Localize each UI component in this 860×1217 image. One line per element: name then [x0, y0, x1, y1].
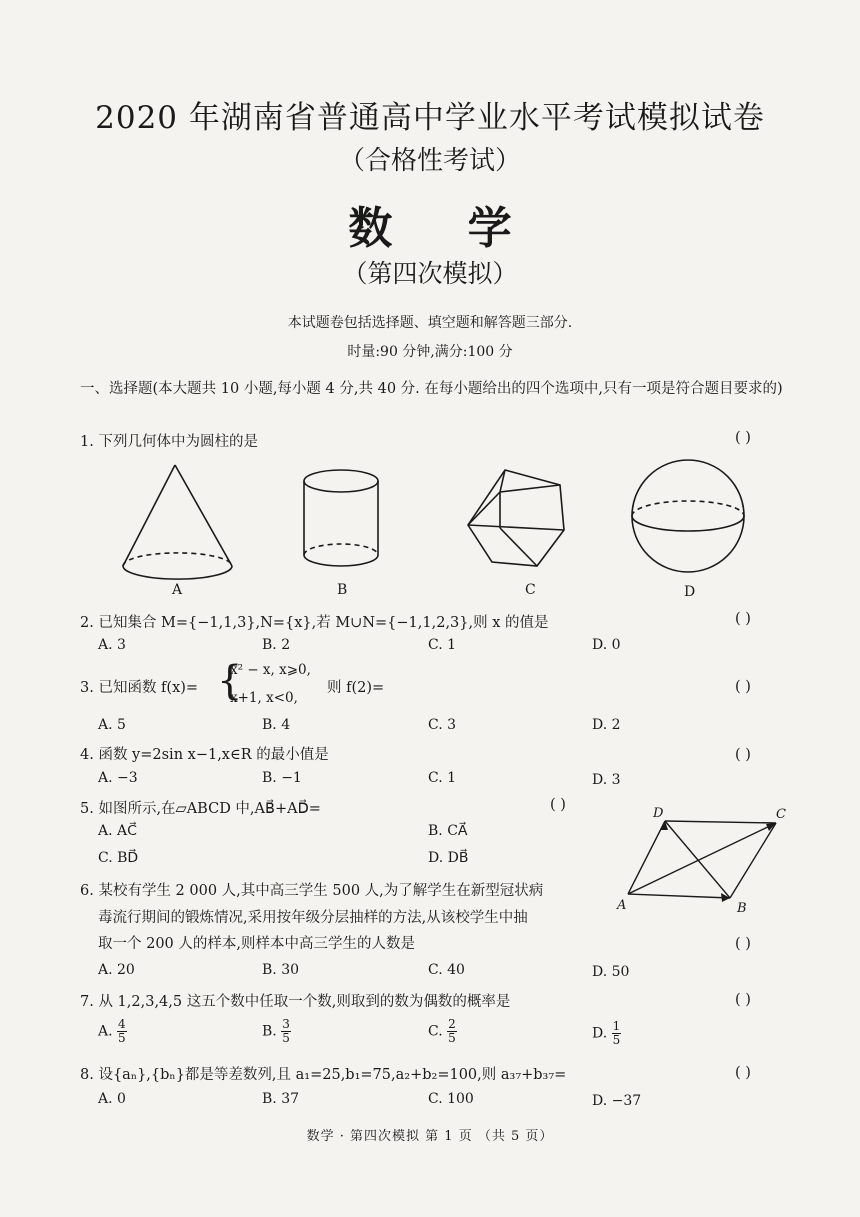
q4-stem: 4. 函数 y=2sin x−1,x∈R 的最小值是	[80, 747, 329, 763]
q1-label-c: C	[525, 582, 536, 598]
q6-option-a: A. 20	[98, 962, 135, 978]
q7-option-c: C. $\frac{2}{5}$	[428, 1017, 456, 1045]
q7-stem: 7. 从 1,2,3,4,5 这五个数中任取一个数,则取到的数为偶数的概率是	[80, 994, 511, 1010]
q5-option-d: D. DB⃗	[428, 850, 469, 866]
q3-stem-prefix: 3. 已知函数 f(x)=	[80, 680, 199, 696]
exam-title: 2020 年湖南省普通高中学业水平考试模拟试卷	[95, 100, 765, 136]
q4-option-c: C. 1	[428, 770, 457, 786]
q3-option-c: C. 3	[428, 717, 457, 733]
q3-option-d: D. 2	[592, 717, 621, 733]
q5-option-a: A. AC⃗	[98, 823, 137, 839]
q8-stem: 8. 设{aₙ},{bₙ}都是等差数列,且 a₁=25,b₁=75,a₂+b₂=100,则 a₃₇+b₃₇=	[80, 1067, 567, 1083]
q3-option-a: A. 5	[98, 717, 126, 733]
q5-stem: 5. 如图所示,在▱ABCD 中,AB⃗+AD⃗=	[80, 801, 321, 817]
q3-brace: {	[217, 658, 243, 704]
q5-fig-label-b: B	[737, 901, 747, 916]
q5-answer-blank: ( )	[550, 797, 566, 813]
q1-label-d: D	[684, 584, 696, 600]
q5-fig-label-c: C	[776, 807, 786, 822]
q5-fig-label-a: A	[617, 898, 627, 913]
q7-answer-blank: ( )	[735, 992, 751, 1008]
round-title: （第四次模拟）	[342, 259, 518, 288]
q1-label-b: B	[337, 582, 348, 598]
q5-option-c: C. BD⃗	[98, 850, 139, 866]
q2-option-a: A. 3	[98, 637, 126, 653]
q6-option-d: D. 50	[592, 964, 630, 980]
q6-option-c: C. 40	[428, 962, 465, 978]
q2-stem: 2. 已知集合 M={−1,1,3},N={x},若 M∪N={−1,1,2,3},则 x 的值是	[80, 615, 549, 631]
q8-option-b: B. 37	[262, 1091, 300, 1107]
q2-option-d: D. 0	[592, 637, 621, 653]
exam-subtitle: （合格性考试）	[338, 146, 521, 176]
q3-answer-blank: ( )	[735, 679, 751, 695]
q7-option-d: D. $\frac{1}{5}$	[592, 1019, 621, 1047]
q6-line-2: 毒流行期间的锻炼情况,采用按年级分层抽样的方法,从该校学生中抽	[98, 910, 528, 926]
q8-option-d: D. −37	[592, 1093, 642, 1109]
q5-fig-label-d: D	[653, 806, 664, 821]
q1-label-a: A	[172, 582, 183, 598]
q4-option-a: A. −3	[98, 770, 138, 786]
q8-option-c: C. 100	[428, 1091, 474, 1107]
q1-stem: 1. 下列几何体中为圆柱的是	[80, 434, 258, 450]
q3-case-2: x+1, x<0,	[230, 690, 298, 706]
q3-stem-suffix: 则 f(2)=	[327, 680, 385, 696]
q8-answer-blank: ( )	[735, 1065, 751, 1081]
q6-answer-blank: ( )	[735, 936, 751, 952]
section-heading: 一、选择题(本大题共 10 小题,每小题 4 分,共 40 分. 在每小题给出的四个选项中,只有一项是符合题目要求的)	[80, 381, 783, 397]
q3-option-b: B. 4	[262, 717, 291, 733]
q8-option-a: A. 0	[98, 1091, 126, 1107]
q1-answer-blank: ( )	[735, 430, 751, 446]
subject-title: 数 学	[348, 203, 542, 254]
q6-line-1: 6. 某校有学生 2 000 人,其中高三学生 500 人,为了解学生在新型冠状病	[80, 883, 544, 899]
q2-answer-blank: ( )	[735, 611, 751, 627]
q2-option-c: C. 1	[428, 637, 457, 653]
q7-option-a: A. $\frac{4}{5}$	[98, 1017, 126, 1045]
q5-option-b: B. CA⃗	[428, 823, 468, 839]
q4-option-d: D. 3	[592, 772, 621, 788]
page-footer: 数学 · 第四次模拟 第 1 页 （共 5 页）	[306, 1129, 554, 1144]
q2-option-b: B. 2	[262, 637, 291, 653]
intro-line-2: 时量:90 分钟,满分:100 分	[347, 344, 513, 360]
q4-option-b: B. −1	[262, 770, 302, 786]
q7-option-b: B. $\frac{3}{5}$	[262, 1017, 290, 1045]
q4-answer-blank: ( )	[735, 747, 751, 763]
q6-option-b: B. 30	[262, 962, 300, 978]
intro-line-1: 本试题卷包括选择题、填空题和解答题三部分.	[287, 315, 573, 331]
q3-case-1: x² − x, x⩾0,	[230, 662, 311, 678]
q6-line-3: 取一个 200 人的样本,则样本中高三学生的人数是	[98, 936, 416, 952]
